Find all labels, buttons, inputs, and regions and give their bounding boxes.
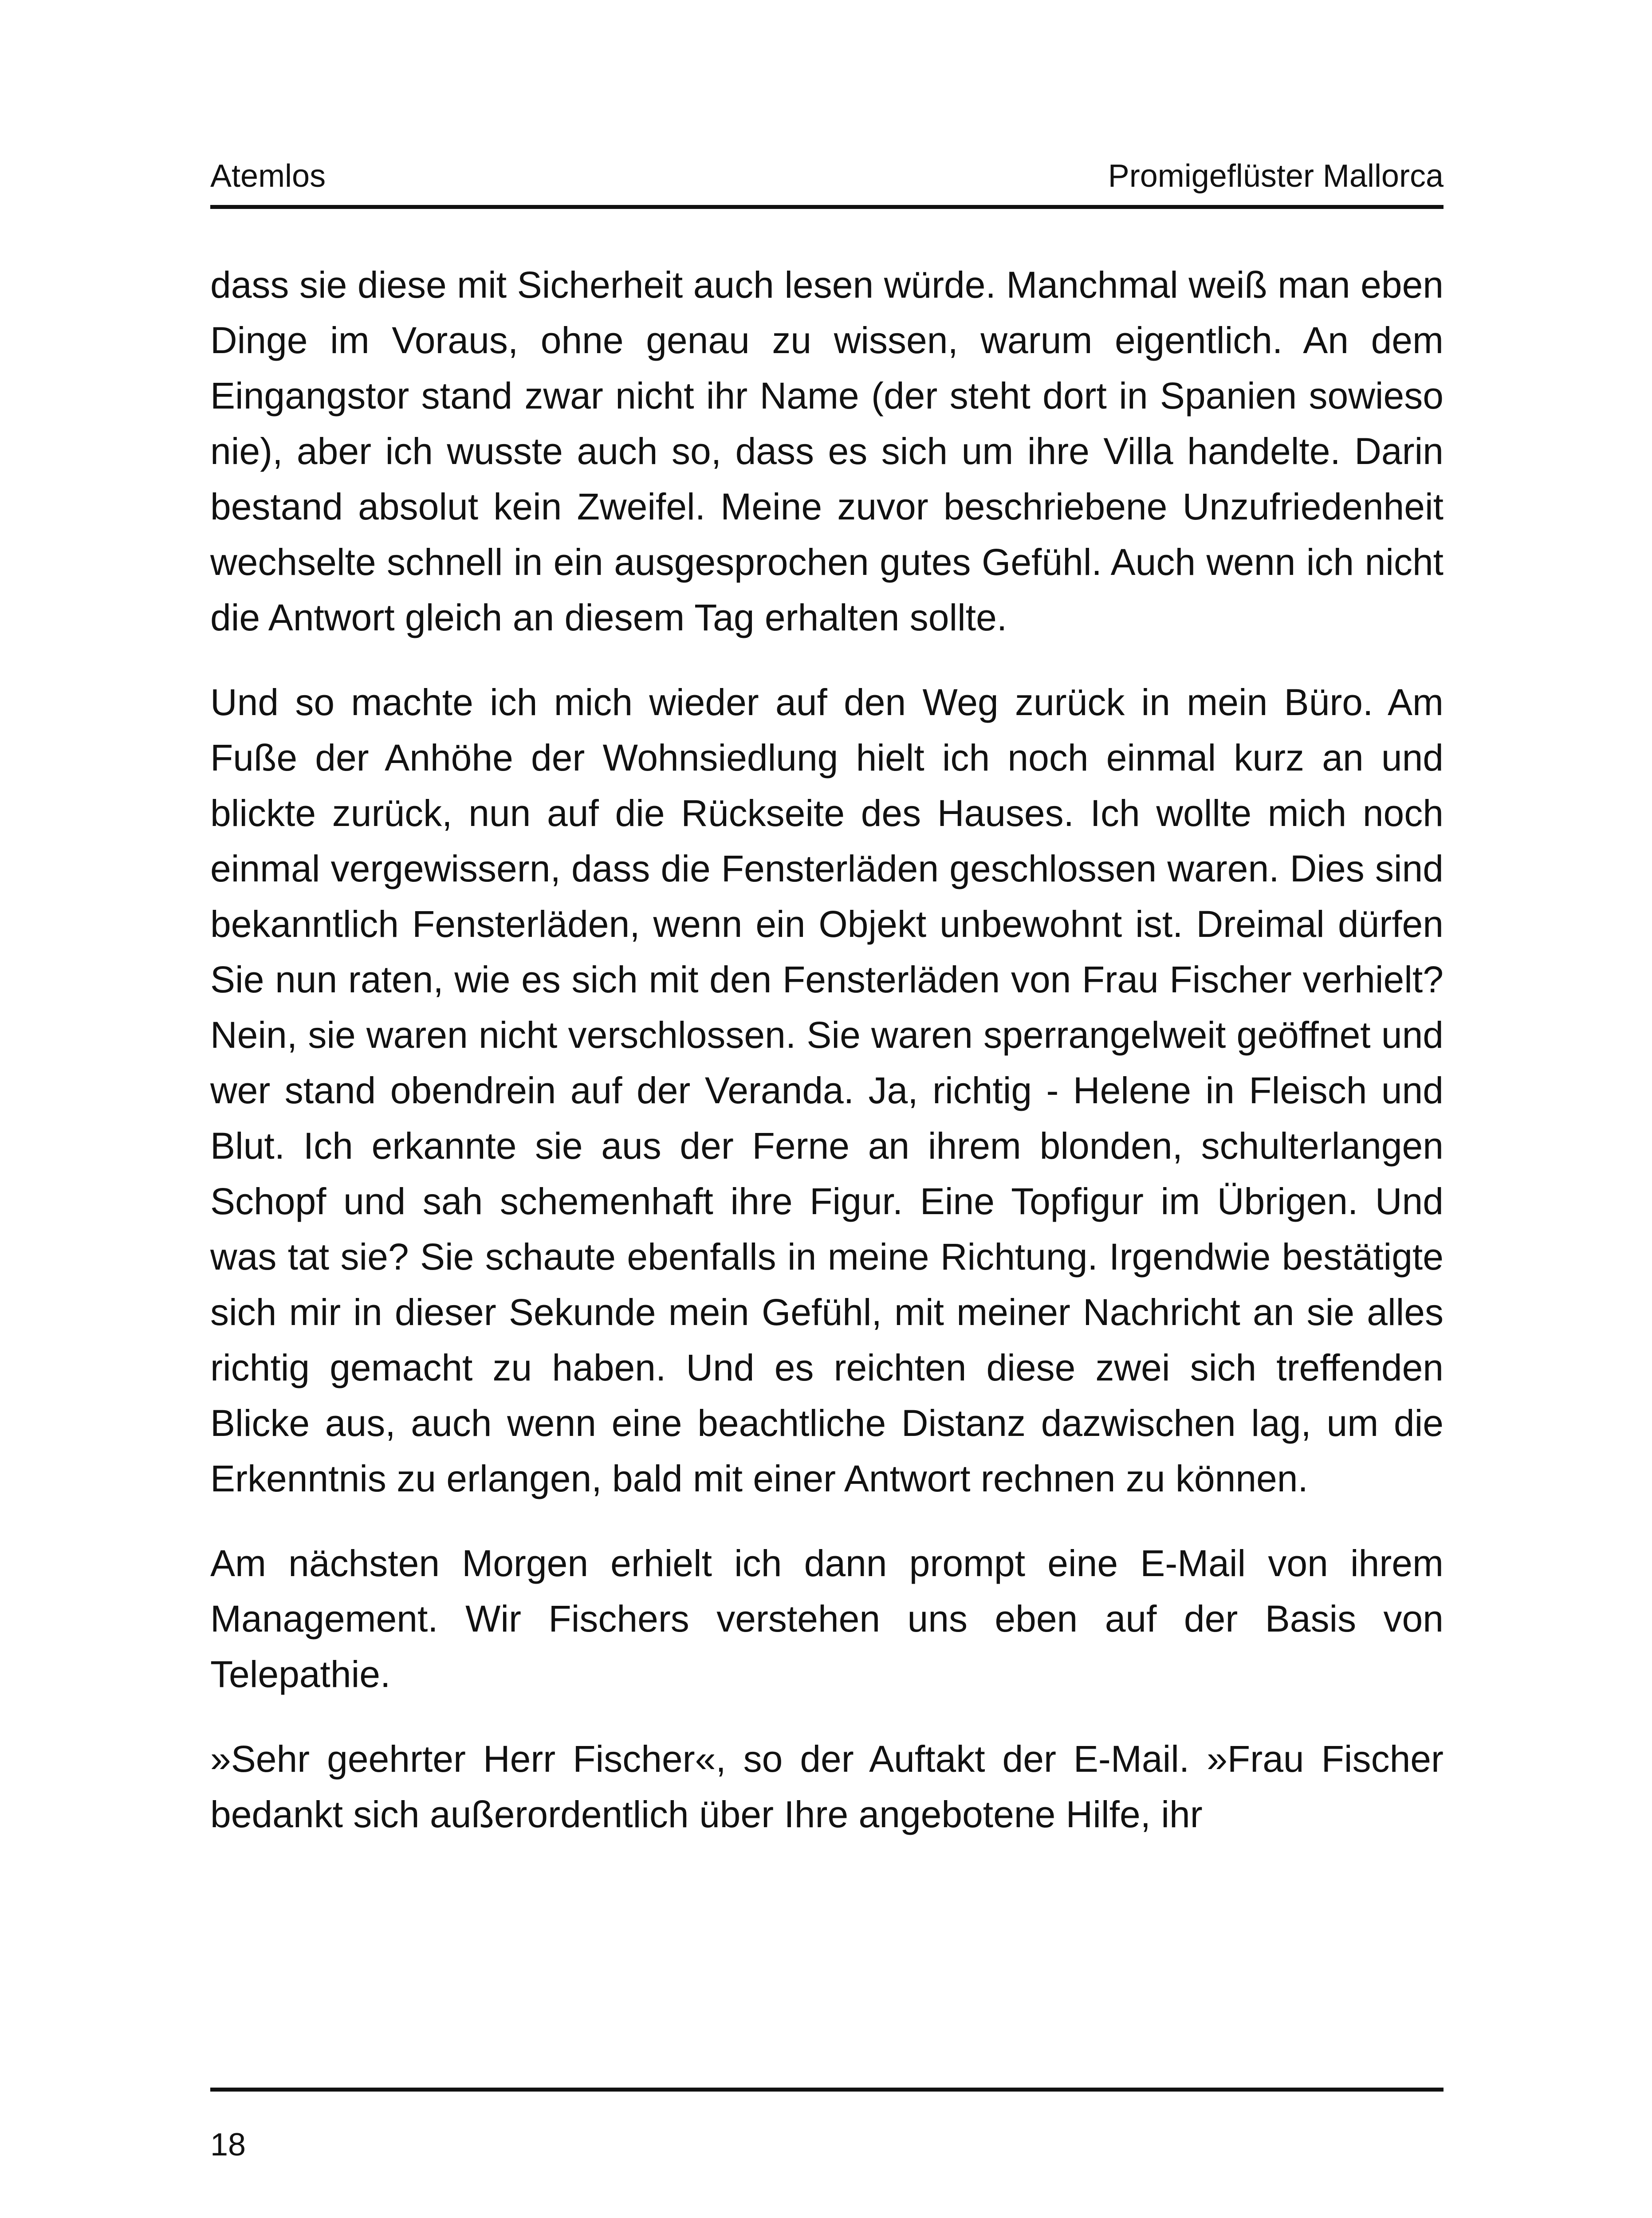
footer-rule bbox=[210, 2088, 1444, 2092]
header-book-title: Atemlos bbox=[210, 158, 326, 194]
running-header bbox=[210, 156, 1444, 196]
paragraph: dass sie diese mit Sicherheit auch lesen würde. Manchmal weiß man eben Dinge im Voraus, ohne genau zu wissen, warum eigentlich. An dem Eingangstor stand zwar nicht ihr Name (der steht dort in Spanien sowieso nie), aber ich wusste auch so, dass es sich um ihre Villa handelte. Darin bestand absolut kein Zweifel. Meine zuvor beschriebene Unzufriedenheit wechselte schnell in ein ausgesprochen gutes Gefühl. Auch wenn ich nicht die Antwort gleich an diesem Tag erhalten sollte. bbox=[210, 264, 1444, 638]
paragraph: Und so machte ich mich wieder auf den Weg zurück in mein Büro. Am Fuße der Anhöhe der Wohnsiedlung hielt ich noch einmal kurz an und blickte zurück, nun auf die Rückseite des Hauses. Ich wollte mich noch einmal vergewissern, dass die Fensterläden geschlossen waren. Dies sind bekanntlich Fensterläden, wenn ein Objekt unbewohnt ist. Dreimal dürfen Sie nun raten, wie es sich mit den Fensterläden von Frau Fischer verhielt? Nein, sie waren nicht verschlossen. Sie waren sperrangelweit geöffnet und wer stand obendrein auf der Veranda. Ja, richtig - Helene in Fleisch und Blut. Ich erkannte sie aus der Ferne an ihrem blonden, schulterlangen Schopf und sah schemenhaft ihre Figur. Eine Topfigur im Übrigen. Und was tat sie? Sie schaute ebenfalls in meine Richtung. Irgendwie bestätigte sich mir in dieser Sekunde mein Gefühl, mit meiner Nachricht an sie alles richtig gemacht zu haben. Und es reichten diese zwei sich treffenden Blicke aus, auch wenn eine beachtliche Distanz dazwischen lag, um die Erkenntnis zu erlangen, bald mit einer Antwort rechnen zu können. bbox=[210, 681, 1444, 1499]
page-number: 18 bbox=[210, 2127, 246, 2163]
paragraph: Am nächsten Morgen erhielt ich dann prompt eine E-Mail von ihrem Management. Wir Fischers verstehen uns eben auf der Basis von Telepathie. bbox=[210, 1542, 1444, 1695]
header-rule bbox=[210, 205, 1444, 209]
header-chapter-title: Promigeflüster Mallorca bbox=[1108, 158, 1444, 194]
body-text bbox=[210, 257, 1444, 1872]
paragraph: »Sehr geehrter Herr Fischer«, so der Auftakt der E-Mail. »Frau Fischer bedankt sich außerordentlich über Ihre angebotene Hilfe, ihr bbox=[210, 1738, 1444, 1835]
